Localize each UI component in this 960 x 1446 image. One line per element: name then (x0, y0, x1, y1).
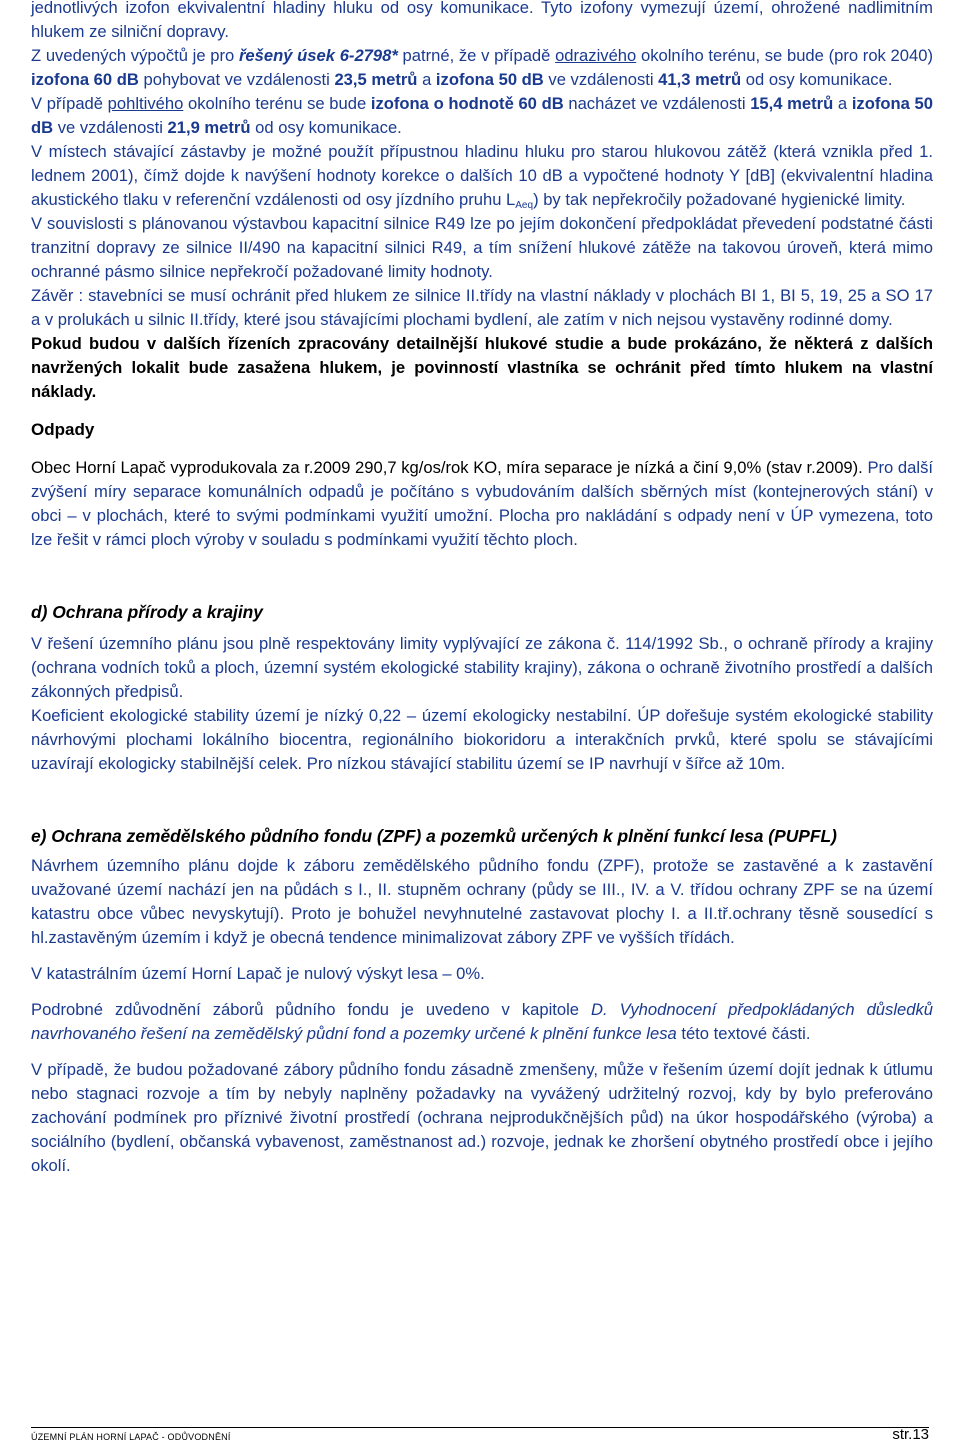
text: V řešení územního plánu jsou plně respektovány limity vyplývající ze zákona č. 114/1992 Sb. (31, 634, 724, 653)
text: patrné, že v případě (397, 46, 556, 65)
text: od osy komunikace. (741, 70, 893, 89)
intro-paragraph: jednotlivých izofon ekvivalentní hladiny hluku od osy komunikace. Tyto izofony vymezují území, ohrožené nadlimitním hlukem ze silniční dopravy. (31, 0, 933, 41)
text-bold: izofona 50 dB (435, 70, 544, 89)
paragraph-e-zpf: Návrhem územního plánu dojde k záboru zemědělského půdního fondu (ZPF), protože se zastavěné a k zastavění uvažované území nachází jen na půdách s I., II. stupněm ochrany (půdy se III., IV. a V. třídou ochrany ZPF se na území katastru obce vůbec nevyskytují). Proto je bohužel nevyhnutelné zastavovat plochy I. a II.tř.ochrany těsně sousedící s hl.zastavěným územím i když je obecná tendence minimalizovat zábory ZPF ve vyšších třídách. (31, 856, 933, 947)
paragraph-conclusion: Závěr : stavebníci se musí ochránit před hlukem ze silnice II.třídy na vlastní náklady v plochách BI 1, BI 5, 19, 25 a SO 17 a v prolukách u silnic II.třídy, které jsou stávajícími plochami bydlení, ale zatím v nich nejsou vystavěny rodinné domy. (31, 286, 933, 329)
text: okolního terénu se bude (183, 94, 371, 113)
paragraph-existing-buildings (31, 140, 933, 212)
text: a (417, 70, 436, 89)
paragraph-d-limits (31, 632, 933, 704)
text: okolního terénu, se bude (pro rok 2040) (636, 46, 933, 65)
section-heading-d: d) Ochrana přírody a krajiny (31, 602, 263, 622)
text-bold: 15,4 metrů (750, 94, 834, 113)
text-bold: izofona o hodnotě 60 dB (370, 94, 564, 113)
text: a (833, 94, 852, 113)
page-footer (31, 1427, 929, 1446)
text: této textové části. (676, 1024, 811, 1043)
paragraph-e-consequences: V případě, že budou požadované zábory půdního fondu zásadně zmenšeny, může v řešením území dojít jednak k útlumu nebo stagnaci rozvoje a tím by nebyly naplněny požadavky na vyvážený udržitelný rozvoj, kdy by bylo preferováno zachování podmínek pro příznivé životní prostředí (ochrana nejprodukčnějších půd) na úkor hospodářského (výroba) a sociálního (bydlení, občanská vybavenost, zaměstnanost ad.) rozvoje, jednak ke zhoršení obytného prostředí obce i jejího okolí. (31, 1060, 933, 1175)
text-bold: izofona 50 dB (31, 94, 933, 137)
text: ve vzdálenosti (543, 70, 659, 89)
text: V místech stávající zástavby je možné použít přípustnou hladinu hluku pro starou hlukovou zátěž (která vznikla před 1. lednem 2001), čímž dojde k navýšení hodnoty korekce o dalších 10 dB a vypočtené hodnoty Y [dB] (ekvivalentní hladina akustického tlaku v referenční vzdálenosti od osy jízdního pruhu L (31, 142, 933, 209)
text-italic: D. Vyhodnocení předpokládaných důsledků navrhovaného řešení na zemědělský půdní fond a pozemky určené k plnění funkce lesa (31, 1000, 933, 1043)
text: pohybovat ve vzdálenosti (138, 70, 335, 89)
paragraph-e-reference (31, 998, 933, 1046)
text: Obec Horní Lapač vyprodukovala za r.2009 290,7 kg/os/rok KO, míra separace je nízká a činí 9,0% (stav r.2009). (31, 458, 863, 477)
text: V případě (31, 94, 108, 113)
text-bold: 41,3 metrů (658, 70, 742, 89)
footer-document-title: ÚZEMNÍ PLÁN HORNÍ LAPAČ - ODŮVODNĚNÍ (31, 1432, 231, 1442)
paragraph-odpady (31, 456, 933, 552)
text: ) by tak nepřekročily požadované hygienické limity. (533, 190, 906, 209)
footer-page-number: str.13 (892, 1426, 929, 1443)
text-bold: 21,9 metrů (167, 118, 251, 137)
text-bold-italic: řešený úsek 6-2798* (238, 46, 398, 65)
text: Z uvedených výpočtů je pro (31, 46, 239, 65)
paragraph-d-stability: Koeficient ekologické stability území je nízký 0,22 – území ekologicky nestabilní. ÚP dořešuje systém ekologické stability návrhovými plochami lokálního biocentra, regionálního biokoridoru a interakčních prvků, které spolu se stávajícími uzavírají ekologicky stabilnější celek. Pro nízkou stávající stabilitu území se IP navrhují v šířce až 10m. (31, 706, 933, 773)
paragraph-bold-obligation: Pokud budou v dalších řízeních zpracovány detailnější hlukové studie a bude prokázáno, že některá z dalších navržených lokalit bude zasažena hlukem, je povinností vlastníka se ochránit před tímto hlukem na vlastní náklady. (31, 334, 933, 401)
section-heading-e: e) Ochrana zemědělského půdního fondu (ZPF) a pozemků určených k plnění funkcí lesa (PUPFL) (31, 826, 837, 846)
paragraph-reflective-terrain (31, 44, 933, 92)
text: nacházet ve vzdálenosti (563, 94, 751, 113)
text: ve vzdálenosti (53, 118, 168, 137)
text: od osy komunikace. (250, 118, 402, 137)
text: Podrobné zdůvodnění záborů půdního fondu je uvedeno v kapitole (31, 1000, 592, 1019)
section-heading-odpady: Odpady (31, 420, 95, 439)
text-underlined: pohltivého (107, 94, 184, 113)
text-bold: 23,5 metrů (334, 70, 418, 89)
text: Pro další zvýšení míry separace komunálních odpadů je počítáno s vybudováním dalších sběrných míst (kontejnerových stání) v obci – v plochách, které to svými podmínkami využití umožní. Plocha pro nakládání s odpady není v ÚP vymezena, toto lze řešit v rámci ploch výroby v souladu s podmínkami využití těchto ploch. (31, 458, 933, 549)
text-underlined: odrazivého (555, 46, 637, 65)
subscript: Aeq (515, 200, 534, 211)
paragraph-e-forest: V katastrálním území Horní Lapač je nulový výskyt lesa – 0%. (31, 964, 485, 983)
text: , o ochraně přírody a krajiny (ochrana vodních toků a ploch, územní systém ekologické stability krajiny), zákona o ochraně životního prostředí a dalších zákonných předpisů. (31, 634, 933, 701)
document-page (31, 0, 933, 1178)
text-bold: izofona 60 dB (31, 70, 139, 89)
paragraph-r49: V souvislosti s plánovanou výstavbou kapacitní silnice R49 lze po jejím dokončení předpokládat převedení podstatné části tranzitní dopravy ze silnice II/490 na kapacitní silnici R49, a tím snížení hlukové zátěže na takovou úroveň, která mimo ochranné pásmo silnice nepřekročí požadované limity hodnoty. (31, 214, 933, 281)
paragraph-absorbing-terrain (31, 92, 933, 140)
